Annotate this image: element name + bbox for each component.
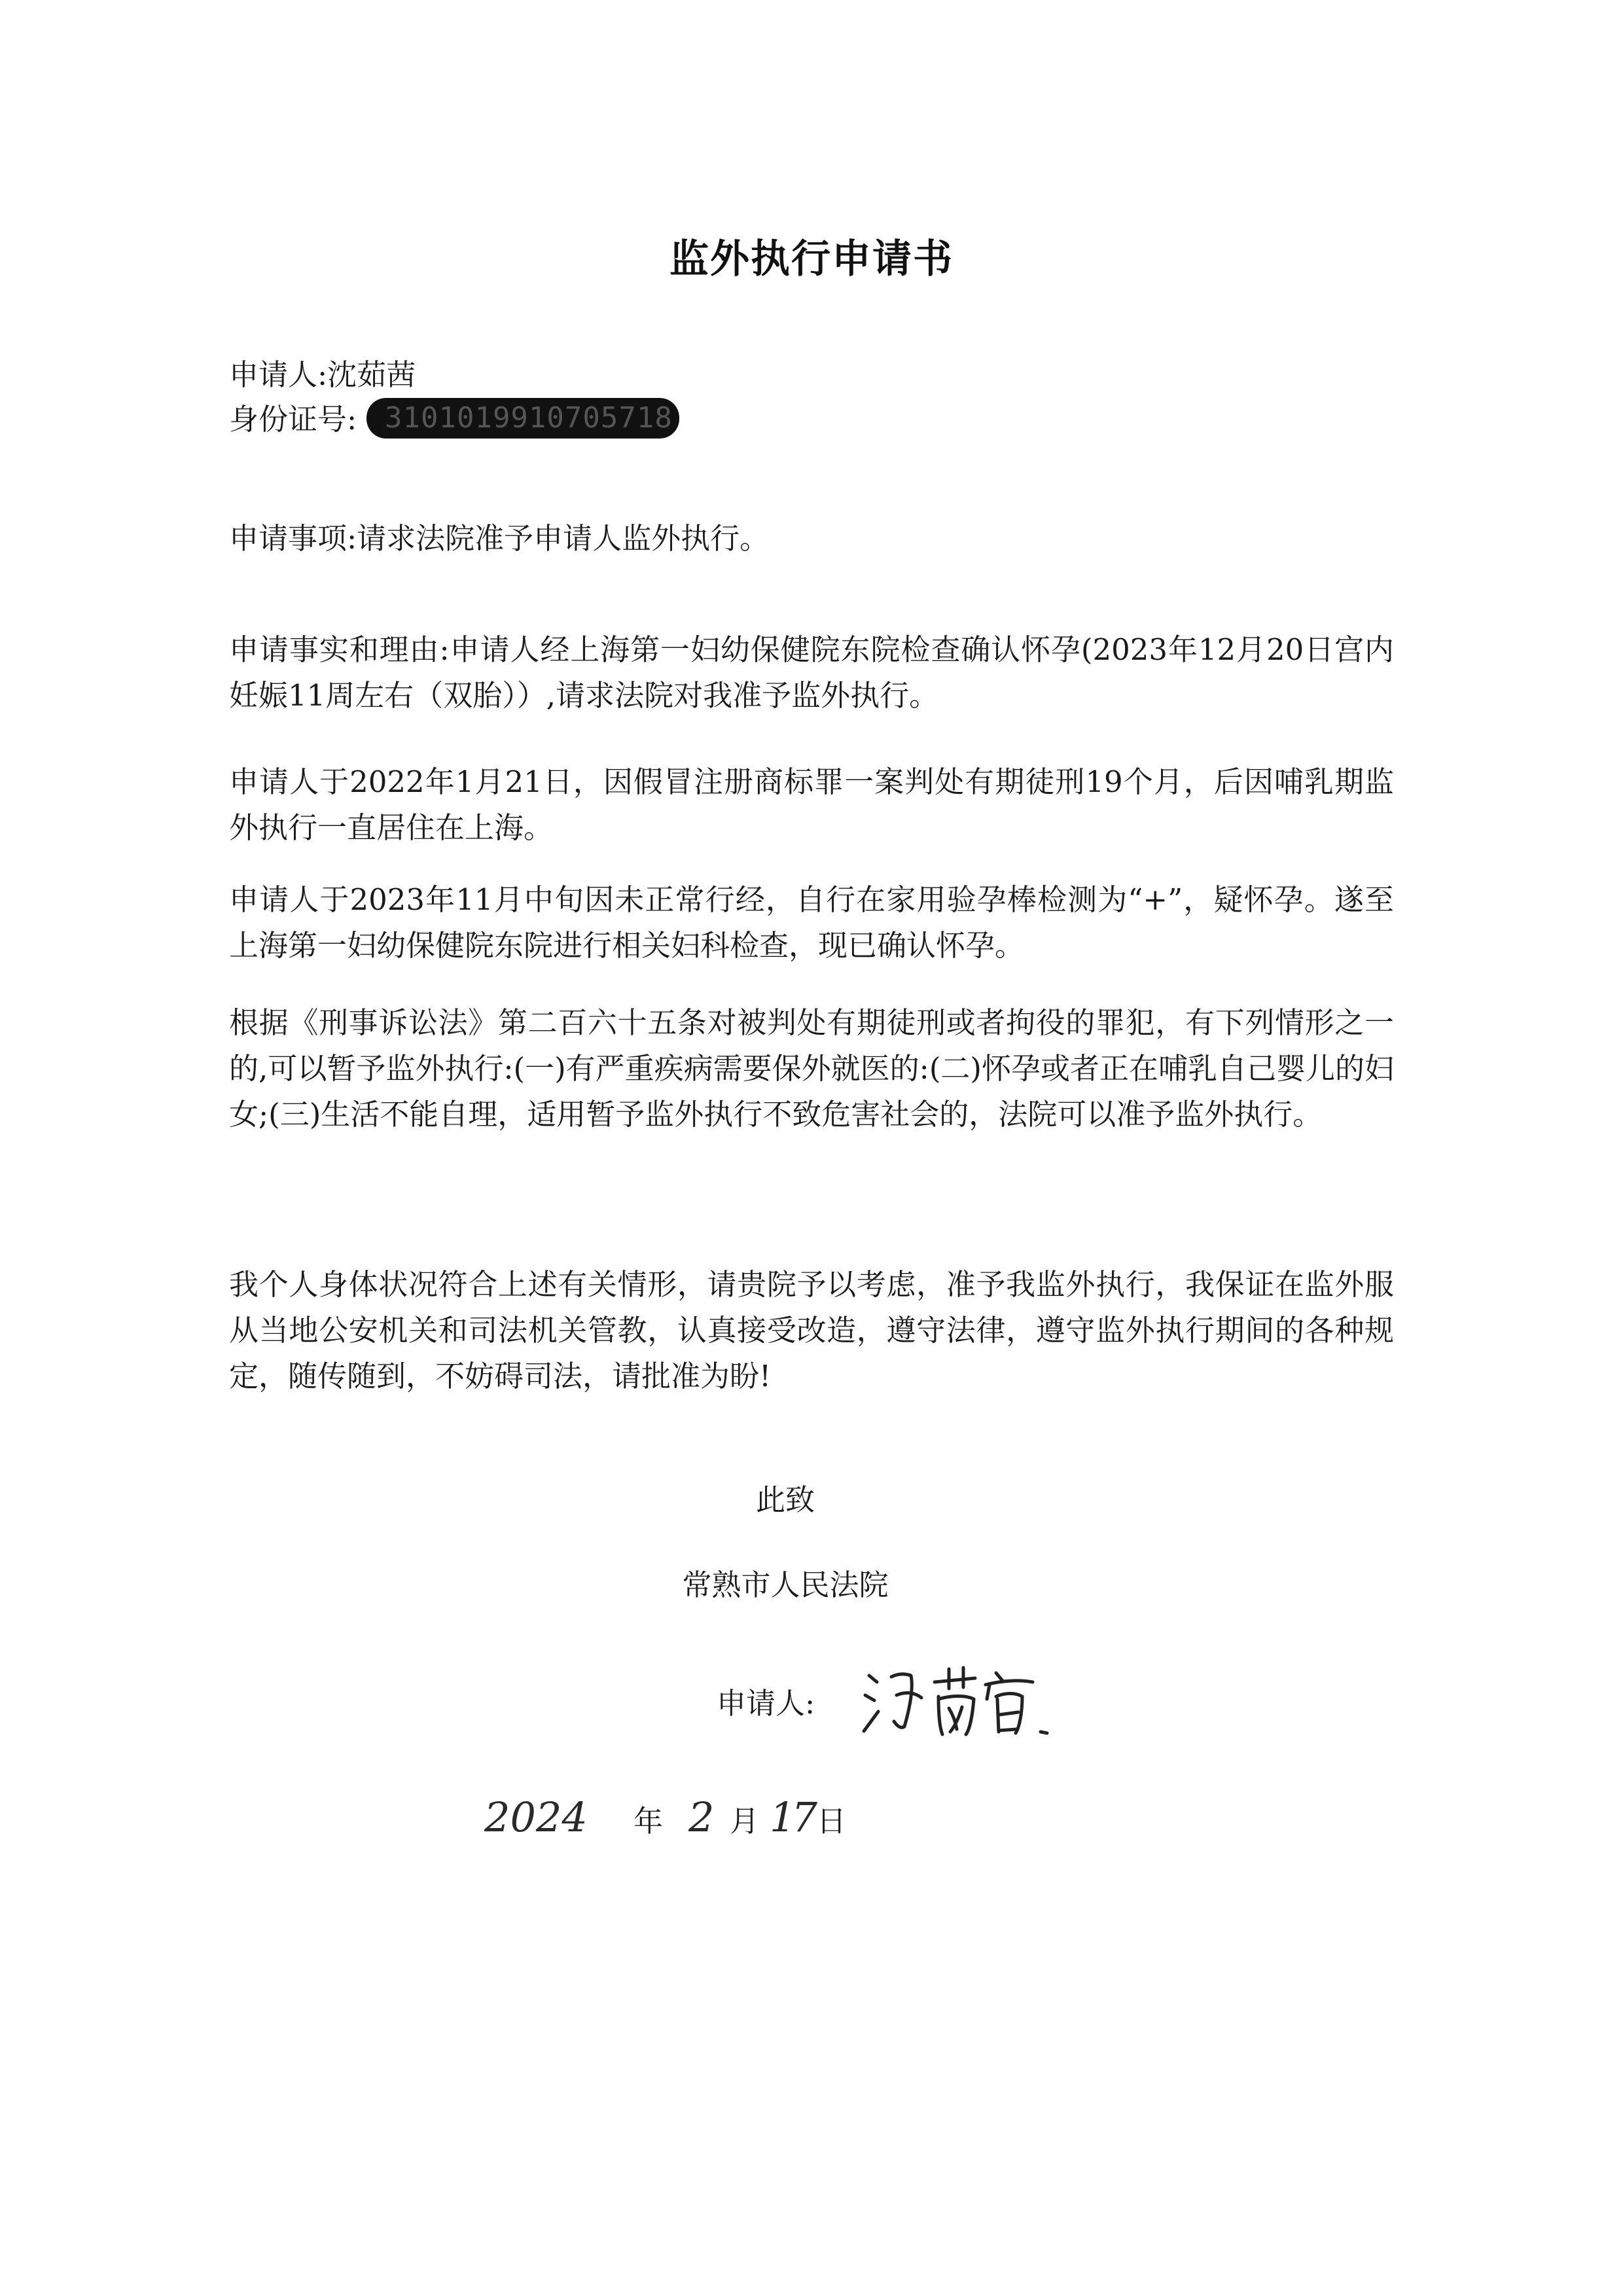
id-number-redacted: 3101019910705718: [385, 401, 673, 435]
paragraph-guarantee: 我个人身体状况符合上述有关情形，请贵院予以考虑，准予我监外执行，我保证在监外服从当地公安机关和司法机关管教，认真接受改造，遵守法律，遵守监外执行期间的各种规定，随传随到，不妨碍司法，请批准为盼!: [229, 1267, 1394, 1393]
paragraph-sentence: 申请人于2022年1月21日，因假冒注册商标罪一案判处有期徒刑19个月，后因哺乳期监外执行一直居住在上海。: [229, 764, 1394, 845]
date-day-label: 日: [817, 1804, 847, 1839]
date-day-handwritten: 17: [770, 1793, 813, 1841]
paragraph-pregnancy: 申请人于2023年11月中旬因未正常行经，自行在家用验孕棒检测为“+”，疑怀孕。遂至上海第一妇幼保健院东院进行相关妇科检查，现已确认怀孕。: [229, 882, 1394, 963]
handwritten-signature: [851, 1649, 1067, 1748]
signature-label: 申请人:: [717, 1686, 815, 1721]
date-month-handwritten: 2: [688, 1793, 715, 1841]
date-year-handwritten: 2024: [484, 1793, 588, 1841]
applicant-name: 申请人:沈茹茜: [229, 357, 416, 392]
recipient-court: 常熟市人民法院: [682, 1568, 889, 1602]
document-title: 监外执行申请书: [669, 236, 954, 282]
request-item: 申请事项:请求法院准予申请人监外执行。: [229, 521, 770, 556]
paragraph-legal-basis: 根据《刑事诉讼法》第二百六十五条对被判处有期徒刑或者拘役的罪犯，有下列情形之一的,可以暂予监外执行:(一)有严重疾病需要保外就医的:(二)怀孕或者正在哺乳自己婴儿的妇女;(三)生活不能自理，适用暂予监外执行不致危害社会的，法院可以准予监外执行。: [229, 1005, 1394, 1132]
salutation: 此致: [755, 1482, 815, 1517]
id-redaction-mark: [366, 398, 679, 439]
date-month-label: 月: [730, 1804, 760, 1839]
id-label: 身份证号:: [229, 402, 357, 437]
date-year-label: 年: [633, 1804, 664, 1839]
paragraph-facts: 申请事实和理由:申请人经上海第一妇幼保健院东院检查确认怀孕(2023年12月20日宫内妊娠11周左右（双胎））,请求法院对我准予监外执行。: [229, 632, 1394, 713]
